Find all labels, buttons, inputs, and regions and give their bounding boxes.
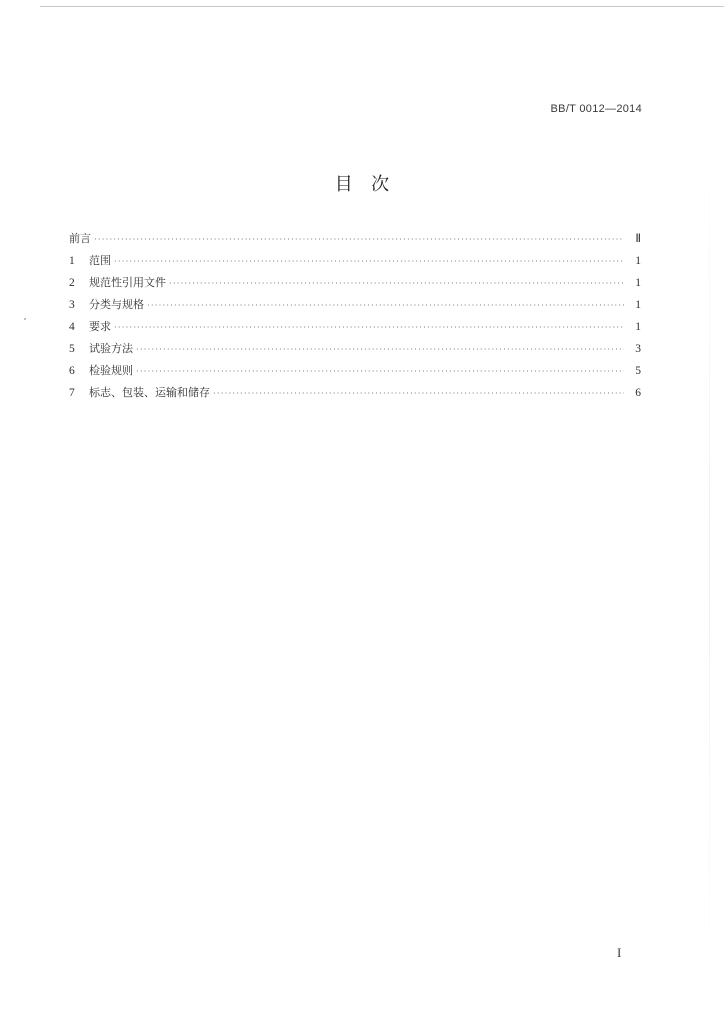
toc-entry-scope[interactable] [69, 252, 641, 274]
toc-entry-label: 检验规则 [89, 364, 133, 377]
scan-speck [24, 318, 26, 320]
toc-entry-page: Ⅱ [635, 233, 641, 245]
toc-entry-number: 4 [69, 321, 75, 333]
toc-entry-classification[interactable] [69, 296, 641, 318]
toc-entry-requirements[interactable] [69, 318, 641, 340]
toc-entry-page: 1 [635, 277, 641, 289]
toc-leader-dots [169, 279, 624, 288]
toc-leader-dots [94, 235, 624, 244]
toc-entry-page: 1 [635, 321, 641, 333]
toc-leader-dots [114, 323, 624, 332]
document-code: BB/T 0012—2014 [550, 103, 642, 115]
toc-entry-label: 分类与规格 [89, 298, 144, 311]
toc-entry-number: 5 [69, 343, 75, 355]
toc-entry-page: 3 [635, 343, 641, 355]
toc-leader-dots [213, 389, 624, 398]
toc-entry-number: 1 [69, 255, 75, 267]
toc-entry-foreword[interactable] [69, 230, 641, 252]
toc-entry-page: 1 [635, 255, 641, 267]
toc-leader-dots [114, 257, 624, 266]
toc-entry-test-methods[interactable] [69, 340, 641, 362]
toc-entry-label: 要求 [89, 320, 111, 333]
toc-entry-label: 试验方法 [89, 342, 133, 355]
toc-entry-label: 规范性引用文件 [89, 276, 166, 289]
toc-entry-page: 1 [635, 299, 641, 311]
toc-leader-dots [147, 301, 624, 310]
toc-entry-normative-references[interactable] [69, 274, 641, 296]
top-scan-rule [40, 6, 724, 7]
table-of-contents [69, 230, 641, 406]
toc-entry-label: 标志、包装、运输和储存 [89, 386, 210, 399]
toc-entry-page: 6 [635, 387, 641, 399]
toc-entry-page: 5 [635, 365, 641, 377]
page-edge-shadow [709, 120, 710, 1000]
toc-leader-dots [136, 345, 624, 354]
toc-entry-number: 6 [69, 365, 75, 377]
toc-entry-label: 范围 [89, 254, 111, 267]
toc-entry-number: 2 [69, 277, 75, 289]
toc-entry-number: 3 [69, 299, 75, 311]
toc-entry-inspection-rules[interactable] [69, 362, 641, 384]
toc-leader-dots [136, 367, 624, 376]
toc-entry-label: 前言 [69, 232, 91, 245]
toc-title: 目 次 [334, 174, 390, 195]
page-number: I [617, 945, 622, 960]
toc-entry-marking-packaging[interactable] [69, 384, 641, 406]
toc-entry-number: 7 [69, 387, 75, 399]
